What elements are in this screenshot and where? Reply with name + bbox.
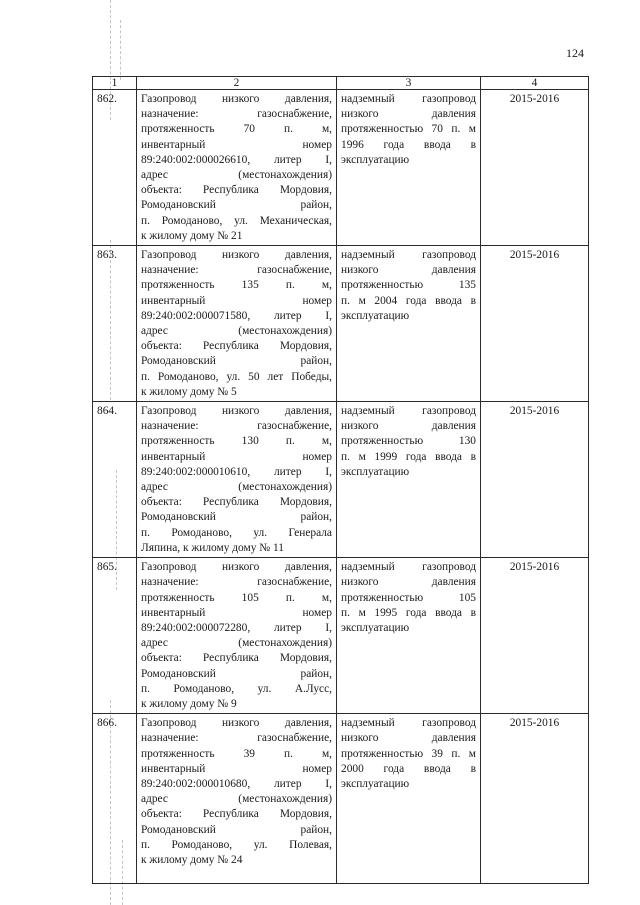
description-line: адрес (местонахождения)	[141, 325, 332, 338]
characteristic-line: надземный газопровод	[341, 405, 476, 418]
characteristic-line: эксплуатацию	[341, 465, 410, 478]
table-row	[93, 90, 589, 246]
description-line: назначение: газоснабжение,	[141, 264, 332, 277]
description-line: к жилому дому № 24	[141, 853, 243, 866]
implementation-years: 2015-2016	[481, 402, 589, 558]
column-number-header-row	[93, 77, 589, 90]
description-line: Ромодановский район,	[141, 823, 332, 836]
description-line: Ромодановский район,	[141, 667, 332, 680]
column-header-2: 2	[137, 77, 337, 90]
description-line: назначение: газоснабжение,	[141, 576, 332, 589]
description-line: инвентарный номер	[141, 294, 332, 307]
description-line: адрес (местонахождения)	[141, 481, 332, 494]
table-row	[93, 558, 589, 714]
implementation-years: 2015-2016	[481, 558, 589, 714]
table-row	[93, 714, 589, 884]
description-line: 89:240:002:000010610, литер I,	[141, 465, 332, 478]
characteristic-line: протяженностью 105	[341, 591, 476, 604]
object-description	[137, 90, 337, 246]
object-characteristics	[337, 246, 481, 402]
description-line: п. Ромоданово, ул. Механическая,	[141, 214, 332, 227]
description-line: к жилому дому № 21	[141, 229, 243, 242]
characteristic-line: низкого давления	[341, 732, 476, 745]
description-line: адрес (местонахождения)	[141, 637, 332, 650]
description-line: инвентарный номер	[141, 762, 332, 775]
object-characteristics	[337, 402, 481, 558]
gas-pipeline-registry-table	[92, 76, 589, 884]
column-header-4: 4	[481, 77, 589, 90]
column-header-1: 1	[93, 77, 137, 90]
description-line: п. Ромоданово, ул. Генерала	[141, 526, 332, 539]
description-line: адрес (местонахождения)	[141, 169, 332, 182]
object-characteristics	[337, 558, 481, 714]
characteristic-line: п. м 2004 года ввода в	[341, 294, 476, 307]
characteristic-line: низкого давления	[341, 576, 476, 589]
characteristic-line: низкого давления	[341, 108, 476, 121]
object-characteristics	[337, 714, 481, 884]
characteristic-line: эксплуатацию	[341, 153, 410, 166]
description-line: 89:240:002:000026610, литер I,	[141, 153, 332, 166]
description-line: протяженность 130 п. м,	[141, 435, 332, 448]
description-line: протяженность 70 п. м,	[141, 123, 332, 136]
characteristic-line: 2000 года ввода в	[341, 762, 476, 775]
description-line: протяженность 39 п. м,	[141, 747, 332, 760]
object-description	[137, 558, 337, 714]
characteristic-line: п. м 1995 года ввода в	[341, 606, 476, 619]
row-number: 863.	[93, 246, 137, 402]
description-line: протяженность 135 п. м,	[141, 279, 332, 292]
description-line: объекта: Республика Мордовия,	[141, 652, 332, 665]
characteristic-line: низкого давления	[341, 264, 476, 277]
implementation-years: 2015-2016	[481, 246, 589, 402]
characteristic-line: эксплуатацию	[341, 621, 410, 634]
description-line: Ляпина, к жилому дому № 11	[141, 541, 284, 554]
page-number: 124	[566, 46, 584, 60]
characteristic-line: надземный газопровод	[341, 717, 476, 730]
object-description	[137, 246, 337, 402]
description-line: Ромодановский район,	[141, 355, 332, 368]
row-number: 866.	[93, 714, 137, 884]
description-line: Газопровод низкого давления,	[141, 249, 332, 262]
description-line: назначение: газоснабжение,	[141, 108, 332, 121]
characteristic-line: низкого давления	[341, 420, 476, 433]
description-line: Газопровод низкого давления,	[141, 717, 332, 730]
characteristic-line: надземный газопровод	[341, 561, 476, 574]
table-row	[93, 246, 589, 402]
characteristic-line: протяженностью 135	[341, 279, 476, 292]
description-line: Газопровод низкого давления,	[141, 93, 332, 105]
description-line: 89:240:002:000072280, литер I,	[141, 621, 332, 634]
description-line: инвентарный номер	[141, 138, 332, 151]
description-line: назначение: газоснабжение,	[141, 420, 332, 433]
description-line: адрес (местонахождения)	[141, 793, 332, 806]
description-line: Ромодановский район,	[141, 199, 332, 212]
object-characteristics	[337, 90, 481, 246]
characteristic-line: п. м 1999 года ввода в	[341, 450, 476, 463]
description-line: объекта: Республика Мордовия,	[141, 184, 332, 197]
description-line: к жилому дому № 5	[141, 385, 237, 398]
description-line: п. Ромоданово, ул. Полевая,	[141, 838, 332, 851]
characteristic-line: эксплуатацию	[341, 777, 410, 790]
row-number: 862.	[93, 90, 137, 246]
implementation-years: 2015-2016	[481, 714, 589, 884]
table-row	[93, 402, 589, 558]
column-header-3: 3	[337, 77, 481, 90]
row-number: 865.	[93, 558, 137, 714]
characteristic-line: эксплуатацию	[341, 309, 410, 322]
description-line: 89:240:002:000010680, литер I,	[141, 777, 332, 790]
characteristic-line: 1996 года ввода в	[341, 138, 476, 151]
description-line: инвентарный номер	[141, 606, 332, 619]
description-line: объекта: Республика Мордовия,	[141, 808, 332, 821]
implementation-years: 2015-2016	[481, 90, 589, 246]
description-line: Ромодановский район,	[141, 511, 332, 524]
characteristic-line: протяженностью 39 п. м	[341, 747, 476, 760]
description-line: п. Ромоданово, ул. 50 лет Победы,	[141, 370, 332, 383]
characteristic-line: надземный газопровод	[341, 93, 476, 105]
characteristic-line: надземный газопровод	[341, 249, 476, 262]
description-line: к жилому дому № 9	[141, 697, 237, 710]
characteristic-line: протяженностью 130	[341, 435, 476, 448]
description-line: назначение: газоснабжение,	[141, 732, 332, 745]
object-description	[137, 402, 337, 558]
description-line: инвентарный номер	[141, 450, 332, 463]
description-line: 89:240:002:000071580, литер I,	[141, 309, 332, 322]
description-line: объекта: Республика Мордовия,	[141, 496, 332, 509]
description-line: объекта: Республика Мордовия,	[141, 340, 332, 353]
characteristic-line: протяженностью 70 п. м	[341, 123, 476, 136]
description-line: п. Ромоданово, ул. А.Лусс,	[141, 682, 332, 695]
row-number: 864.	[93, 402, 137, 558]
description-line: Газопровод низкого давления,	[141, 561, 332, 574]
object-description	[137, 714, 337, 884]
description-line: Газопровод низкого давления,	[141, 405, 332, 418]
description-line: протяженность 105 п. м,	[141, 591, 332, 604]
